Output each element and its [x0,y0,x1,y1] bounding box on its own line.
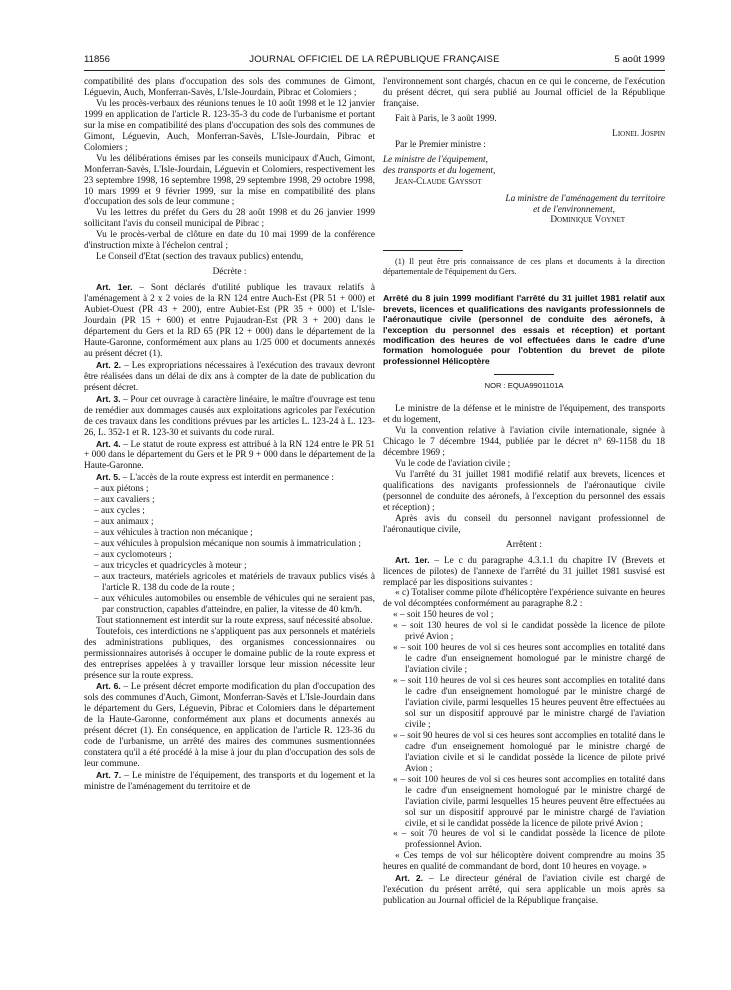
article-2: Art. 2. – Le directeur général de l'aviation civile est chargé de l'exécution du présent arrêté, qui sera applicable un mois après sa publication au Journal officiel de la République française. [383,873,665,907]
list-item: « – soit 100 heures de vol si ces heures sont accomplies en totalité dans le cadre d'un enseignement homologué par le ministre chargé de l'aviation civile, parmi lesquelles 15 heures peuvent être effectuées au sol sur un dispositif approuvé par le ministre chargé de l'aviation civile, et si le candidat possède la licence de pilote privé Avion ; [393,774,665,829]
paragraph: Le Conseil d'Etat (section des travaux publics) entendu, [96,252,304,263]
article-label: Art. 7. [96,770,122,781]
decrete-heading: Décrète : [212,267,247,278]
footnote-rule [383,250,463,251]
signatory-name: Dominique Voynet [550,215,625,226]
left-column [84,77,375,793]
list-item: – aux piétons ; [94,484,149,495]
minister-title: et de l'environnement, [533,204,615,215]
article-3: Art. 3. – Pour cet ouvrage à caractère linéaire, le maître d'ouvrage est tenu de remédier aux dommages causés aux exploitations agricoles par l'exécution de ces travaux dans les conditions prévues par les articles L. 123-24 à L. 123-26, L. 352-1 et R. 123-30 et suivants du code rural. [84,393,375,438]
page-number: 11856 [84,54,110,65]
list-item: – aux véhicules automobiles ou ensemble de véhicules qui ne seraient pas, par construction, capables d'atteindre, en palier, la vitesse de 40 km/h. [94,593,375,615]
paragraph: « Ces temps de vol sur hélicoptère doivent comprendre au moins 35 heures en qualité de commandant de bord, dont 10 heures en voyage. » [383,851,665,873]
list-item: « – soit 150 heures de vol ; [393,610,494,621]
list-item: « – soit 70 heures de vol si le candidat possède la licence de pilote professionnel Avion. [393,829,665,851]
article-label: Art. 5. [96,472,121,483]
list-item: – aux véhicules à traction non mécanique ; [94,528,253,539]
article-1: Art. 1er. – Le c du paragraphe 4.3.1.1 du chapitre IV (Brevets et licences de pilotes) de l'annexe de l'arrêté du 31 juillet 1981 susvisé est remplacé par les dispositions suivantes : [383,554,665,588]
list-item: – aux tracteurs, matériels agricoles et matériels de travaux publics visés à l'article R. 138 du code de la route ; [94,571,375,593]
list-item: – aux véhicules à propulsion mécanique non soumis à immatriculation ; [94,539,361,550]
list-item: « – soit 100 heures de vol si ces heures sont accomplies en totalité dans le cadre d'un enseignement homologué par le ministre chargé de l'aviation civile ; [393,643,665,676]
list-item: – aux cyclomoteurs ; [94,550,172,561]
article-label: Art. 4. [96,438,121,449]
header-rule [84,70,665,71]
paragraph: Vu les délibérations émises par les conseils municipaux d'Auch, Gimont, Monferran-Savès, L'Isle-Jourdain, Léguevin et Colomiers, respectivement les 23 septembre 1998, 16 septembre 1998, 29 septembre 1998, 29 octobre 1998, 10 mars 1999 et 9 février 1999, sur la mise en compatibilité des plans d'occupation des sols de leur commune ; [84,153,375,208]
page-header [84,54,665,68]
arretent-heading: Arrêtent : [506,539,542,550]
nor-reference: NOR : EQUA9901101A [484,381,564,391]
list-item: « – soit 90 heures de vol si ces heures sont accomplies en totalité dans le cadre d'un enseignement homologué par le ministre chargé de l'aviation civile et si le candidat possède la licence de pilote privé Avion ; [393,730,665,774]
article-4: Art. 4. – Le statut de route express est attribué à la RN 124 entre le PR 51 + 000 dans le département du Gers et le PR 9 + 000 dans le département de la Haute-Garonne. [84,438,375,472]
minister-title: des transports et du logement, [383,165,496,176]
paragraph: Après avis du conseil du personnel navigant professionnel de l'aéronautique civile, [383,513,665,535]
list-item: – aux tricycles et quadricycles à moteur ; [94,560,247,571]
signatory-name: Lionel Jospin [612,128,665,139]
article-label: Art. 2. [395,873,424,884]
paragraph: Tout stationnement est interdit sur la route express, sauf nécessité absolue. [96,615,373,626]
article-label: Art. 1er. [96,282,133,293]
article-label: Art. 6. [96,681,121,692]
paragraph: Vu la convention relative à l'aviation civile internationale, signée à Chicago le 7 décembre 1944, publiée par le décret n° 69-1158 du 18 décembre 1969 ; [383,426,665,459]
footnote: (1) Il peut être pris connaissance de ces plans et documents à la direction départementale de l'équipement du Gers. [383,257,665,277]
paragraph: Vu le code de l'aviation civile ; [395,459,511,469]
paragraph: Vu le procès-verbal de clôture en date du 10 mai 1999 de la conférence d'instruction mixte à l'échelon central ; [84,230,375,252]
list-item: – aux cycles ; [94,506,145,517]
right-column [383,77,665,907]
article-label: Art. 1er. [395,554,430,565]
paragraph: l'environnement sont chargés, chacun en ce qui le concerne, de l'exécution du présent décret, qui sera publié au Journal officiel de la République française. [383,77,665,109]
title-rule [494,374,554,375]
paragraph: Vu les lettres du préfet du Gers du 28 août 1998 et du 26 janvier 1999 sollicitant l'avis du conseil municipal de Pibrac ; [84,208,375,230]
paragraph: Vu l'arrêté du 31 juillet 1981 modifié relatif aux brevets, licences et qualifications des navigants professionnels de l'aéronautique civile (personnel de conduite des aéronefs, à l'exception du personnel des essais et réception) ; [383,469,665,513]
article-label: Art. 2. [96,359,122,370]
signature-place-date: Fait à Paris, le 3 août 1999. [395,113,497,124]
article-7: Art. 7. – Le ministre de l'équipement, des transports et du logement et la ministre de l'aménagement du territoire et de [84,770,375,793]
minister-title: Le ministre de l'équipement, [383,154,488,165]
article-5: Art. 5. – L'accès de la route express est interdit en permanence : [96,472,334,484]
list-item: – aux animaux ; [94,517,154,528]
list-item: – aux cavaliers ; [94,495,155,506]
article-1: Art. 1er. – Sont déclarés d'utilité publique les travaux relatifs à l'aménagement à 2 x 2 voies de la RN 124 entre Auch-Est (PR 51 + 000) et Aubiet-Ouest (PR 43 + 200), entre Aubiet-Est (PR 35 + 000) et L'Isle-Jourdain (PR 15 + 600) et entre Pujaudran-Est (PR 3 + 200) dans le département du Gers et la RD 65 (PR 12 + 000) dans le département de la Haute-Garonne, conformément aux plans au 1/25 000 et documents annexés au présent décret (1). [84,282,375,359]
issue-date: 5 août 1999 [614,54,665,65]
signatory-name: Jean-Claude Gayssot [395,176,482,187]
journal-title: JOURNAL OFFICIEL DE LA RÉPUBLIQUE FRANÇAISE [249,54,500,65]
paragraph: Vu les procès-verbaux des réunions tenues le 10 août 1998 et le 12 janvier 1999 en application de l'article R. 123-35-3 du code de l'urbanisme et portant sur la mise en compatibilité des plans d'occupation des sols des communes de Gimont, Léguevin, Auch, Monferran-Savès, L'Isle-Jourdain, Pibrac et Colomiers ; [84,98,375,153]
article-6: Art. 6. – Le présent décret emporte modification du plan d'occupation des sols des communes d'Auch, Gimont, Monferran-Savès et L'Isle-Jourdain dans le département du Gers, Léguevin, Pibrac et Colomiers dans le département de la Haute-Garonne, conformément aux plans et documents annexés au présent décret (1). En conséquence, en application de l'article R. 123-36 du code de l'urbanisme, un arrêté des maires des communes susmentionnées constatera qu'il a été procédé à la mise à jour du plan d'occupation des sols de leur commune. [84,681,375,770]
paragraph: Le ministre de la défense et le ministre de l'équipement, des transports et du logement, [383,404,665,426]
minister-title: La ministre de l'aménagement du territoire [505,193,665,204]
list-item: « – soit 130 heures de vol si le candidat possède la licence de pilote privé Avion ; [393,621,665,643]
list-item: « – soit 110 heures de vol si ces heures sont accomplies en totalité dans le cadre d'un enseignement homologué par le ministre chargé de l'aviation civile, parmi lesquelles 15 heures peuvent être effectuées au sol sur un dispositif approuvé par le ministre chargé de l'aviation civile ; [393,676,665,730]
arrete-title: Arrêté du 8 juin 1999 modifiant l'arrêté du 31 juillet 1981 relatif aux brevets, licences et qualifications des navigants professionnels de l'aéronautique civile (personnel de conduite des aéronefs, à l'exception du personnel des essais et réception) et portant modification des heures de vol effectuées dans le cadre d'une formation homologuée pour l'obtention du brevet de pilote professionnel Hélicoptère [383,293,665,366]
paragraph: compatibilité des plans d'occupation des sols des communes de Gimont, Léguevin, Auch, Monferran-Savès, L'Isle-Jourdain, Pibrac et Colomiers ; [84,77,375,98]
paragraph: Toutefois, ces interdictions ne s'appliquent pas aux personnels et matériels des administrations publiques, des organismes concessionnaires ou permissionnaires autorisés à occuper le domaine public de la route express et des entreprises appelées à y travailler lorsque leur mission nécessite leur présence sur la route express. [84,626,375,681]
article-2: Art. 2. – Les expropriations nécessaires à l'exécution des travaux devront être réalisées dans un délai de dix ans à compter de la date de publication du présent décret. [84,359,376,393]
paragraph: « c) Totaliser comme pilote d'hélicoptère l'expérience suivante en heures de vol décomptées conformément au paragraphe 8.2 : [383,588,665,610]
article-label: Art. 3. [96,393,121,404]
signature-line: Par le Premier ministre : [395,139,486,150]
